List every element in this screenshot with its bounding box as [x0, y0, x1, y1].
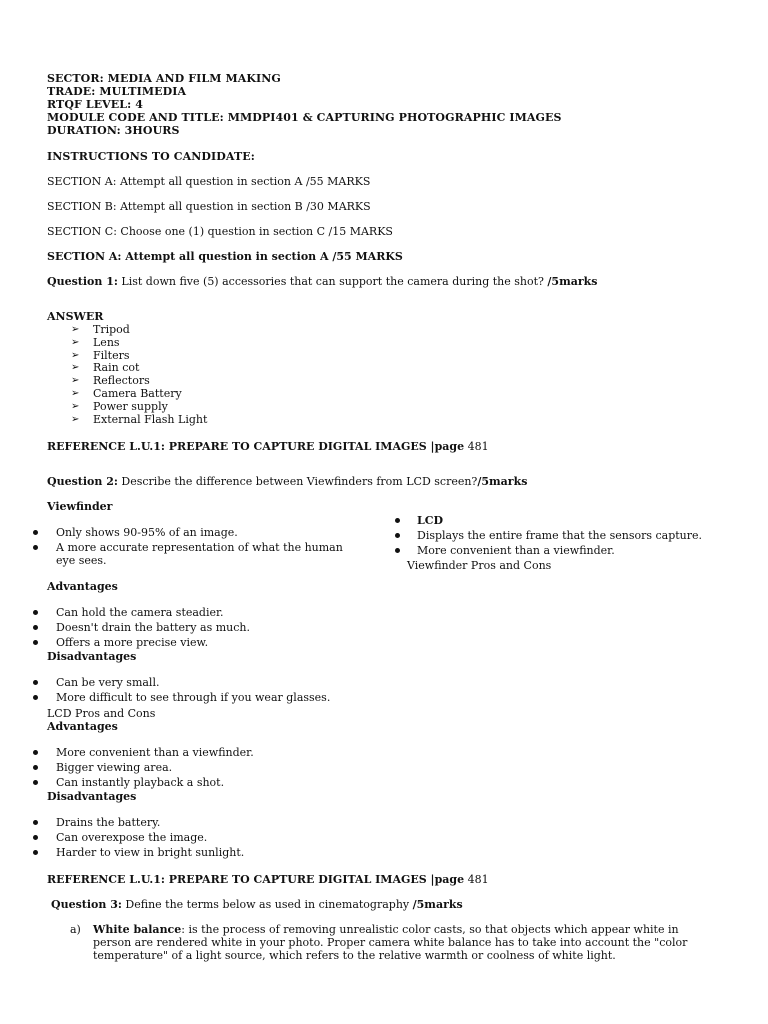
list-item: Offers a more precise view.	[56, 636, 209, 649]
list-item: More convenient than a viewfinder.	[56, 746, 254, 759]
question-2	[47, 475, 527, 488]
arrow-bullet-icon: ➢	[71, 362, 80, 373]
bullet-icon	[33, 820, 38, 825]
question-1-label: Question 1:	[47, 275, 118, 288]
list-item: Rain cot	[93, 361, 140, 374]
question-3-label: Question 3:	[51, 898, 122, 911]
viewfinder-point: A more accurate representation of what the human	[56, 541, 343, 554]
viewfinder-pros-cons-heading: Viewfinder Pros and Cons	[407, 559, 552, 572]
viewfinder-point-continued: eye sees.	[56, 554, 107, 567]
bullet-icon	[33, 530, 38, 535]
arrow-bullet-icon: ➢	[71, 375, 80, 386]
list-item: Drains the battery.	[56, 816, 161, 829]
bullet-icon	[395, 518, 400, 523]
item-a-letter: a)	[70, 923, 81, 936]
lcd-title: LCD	[417, 514, 444, 527]
arrow-bullet-icon: ➢	[71, 337, 80, 348]
list-item: Can instantly playback a shot.	[56, 776, 225, 789]
duration-line: DURATION: 3HOURS	[47, 124, 180, 137]
trade-line: TRADE: MULTIMEDIA	[47, 85, 187, 98]
question-3-marks: /5marks	[412, 898, 463, 911]
viewfinder-point: Only shows 90-95% of an image.	[56, 526, 238, 539]
bullet-icon	[395, 533, 400, 538]
instructions-title: INSTRUCTIONS TO CANDIDATE:	[47, 150, 255, 163]
question-2-marks: /5marks	[477, 475, 528, 488]
lcd-point: Displays the entire frame that the sensors capture.	[417, 529, 703, 542]
question-2-text: Describe the difference between Viewfinders from LCD screen?	[117, 475, 478, 488]
bullet-icon	[33, 750, 38, 755]
question-3-text: Define the terms below as used in cinematography	[121, 898, 413, 911]
arrow-bullet-icon: ➢	[71, 350, 80, 361]
question-3	[51, 898, 463, 911]
bullet-icon	[33, 695, 38, 700]
list-item: More difficult to see through if you wear glasses.	[56, 691, 331, 704]
list-item: Power supply	[93, 400, 168, 413]
advantages-title: Advantages	[47, 720, 118, 733]
answer-label: ANSWER	[47, 310, 104, 323]
bullet-icon	[33, 545, 38, 550]
bullet-icon	[33, 640, 38, 645]
reference-2-text: REFERENCE L.U.1: PREPARE TO CAPTURE DIGITAL IMAGES |	[47, 873, 435, 886]
instruction-section-a: SECTION A: Attempt all question in section A /55 MARKS	[47, 175, 371, 188]
item-a-line-1	[93, 923, 679, 936]
item-a-definition: : is the process of removing unrealistic color casts, so that objects which appear white in	[181, 923, 679, 936]
bullet-icon	[33, 680, 38, 685]
list-item: Can be very small.	[56, 676, 160, 689]
list-item: Harder to view in bright sunlight.	[56, 846, 245, 859]
reference-2-page-num: 481	[464, 873, 489, 886]
bullet-icon	[33, 835, 38, 840]
question-2-label: Question 2:	[47, 475, 118, 488]
reference-1-page-label: page	[434, 440, 465, 453]
list-item: Doesn't drain the battery as much.	[56, 621, 250, 634]
item-a-line-3: temperature" of a light source, which refers to the relative warmth or coolness of white light.	[93, 949, 616, 962]
list-item: Camera Battery	[93, 387, 182, 400]
list-item: Bigger viewing area.	[56, 761, 173, 774]
item-a-term: White balance	[93, 923, 182, 936]
sector-line: SECTOR: MEDIA AND FILM MAKING	[47, 72, 281, 85]
item-a-line-2: person are rendered white in your photo. Proper camera white balance has to take into account the "color	[93, 936, 688, 949]
arrow-bullet-icon: ➢	[71, 324, 80, 335]
reference-1	[47, 440, 489, 453]
question-1	[47, 275, 597, 288]
list-item: Lens	[93, 336, 120, 349]
instruction-section-b: SECTION B: Attempt all question in section B /30 MARKS	[47, 200, 371, 213]
lcd-pros-cons-heading: LCD Pros and Cons	[47, 707, 156, 720]
bullet-icon	[33, 765, 38, 770]
list-item: External Flash Light	[93, 413, 208, 426]
reference-1-page-num: 481	[464, 440, 489, 453]
lcd-point: More convenient than a viewfinder.	[417, 544, 615, 557]
question-1-text: List down five (5) accessories that can support the camera during the shot?	[117, 275, 548, 288]
bullet-icon	[33, 610, 38, 615]
disadvantages-title: Disadvantages	[47, 650, 137, 663]
list-item: Can hold the camera steadier.	[56, 606, 224, 619]
bullet-icon	[395, 548, 400, 553]
list-item: Filters	[93, 349, 130, 362]
advantages-title: Advantages	[47, 580, 118, 593]
arrow-bullet-icon: ➢	[71, 388, 80, 399]
arrow-bullet-icon: ➢	[71, 414, 80, 425]
reference-1-text: REFERENCE L.U.1: PREPARE TO CAPTURE DIGITAL IMAGES |	[47, 440, 435, 453]
instruction-section-c: SECTION C: Choose one (1) question in section C /15 MARKS	[47, 225, 393, 238]
question-1-marks: /5marks	[547, 275, 598, 288]
reference-2	[47, 873, 489, 886]
list-item: Tripod	[93, 323, 130, 336]
list-item: Can overexpose the image.	[56, 831, 208, 844]
disadvantages-title: Disadvantages	[47, 790, 137, 803]
section-a-title: SECTION A: Attempt all question in section A /55 MARKS	[47, 250, 403, 263]
bullet-icon	[33, 850, 38, 855]
viewfinder-title: Viewfinder	[47, 500, 113, 513]
reference-2-page-label: page	[434, 873, 465, 886]
arrow-bullet-icon: ➢	[71, 401, 80, 412]
level-line: RTQF LEVEL: 4	[47, 98, 143, 111]
bullet-icon	[33, 780, 38, 785]
list-item: Reflectors	[93, 374, 150, 387]
module-line: MODULE CODE AND TITLE: MMDPI401 & CAPTURING PHOTOGRAPHIC IMAGES	[47, 111, 562, 124]
bullet-icon	[33, 625, 38, 630]
